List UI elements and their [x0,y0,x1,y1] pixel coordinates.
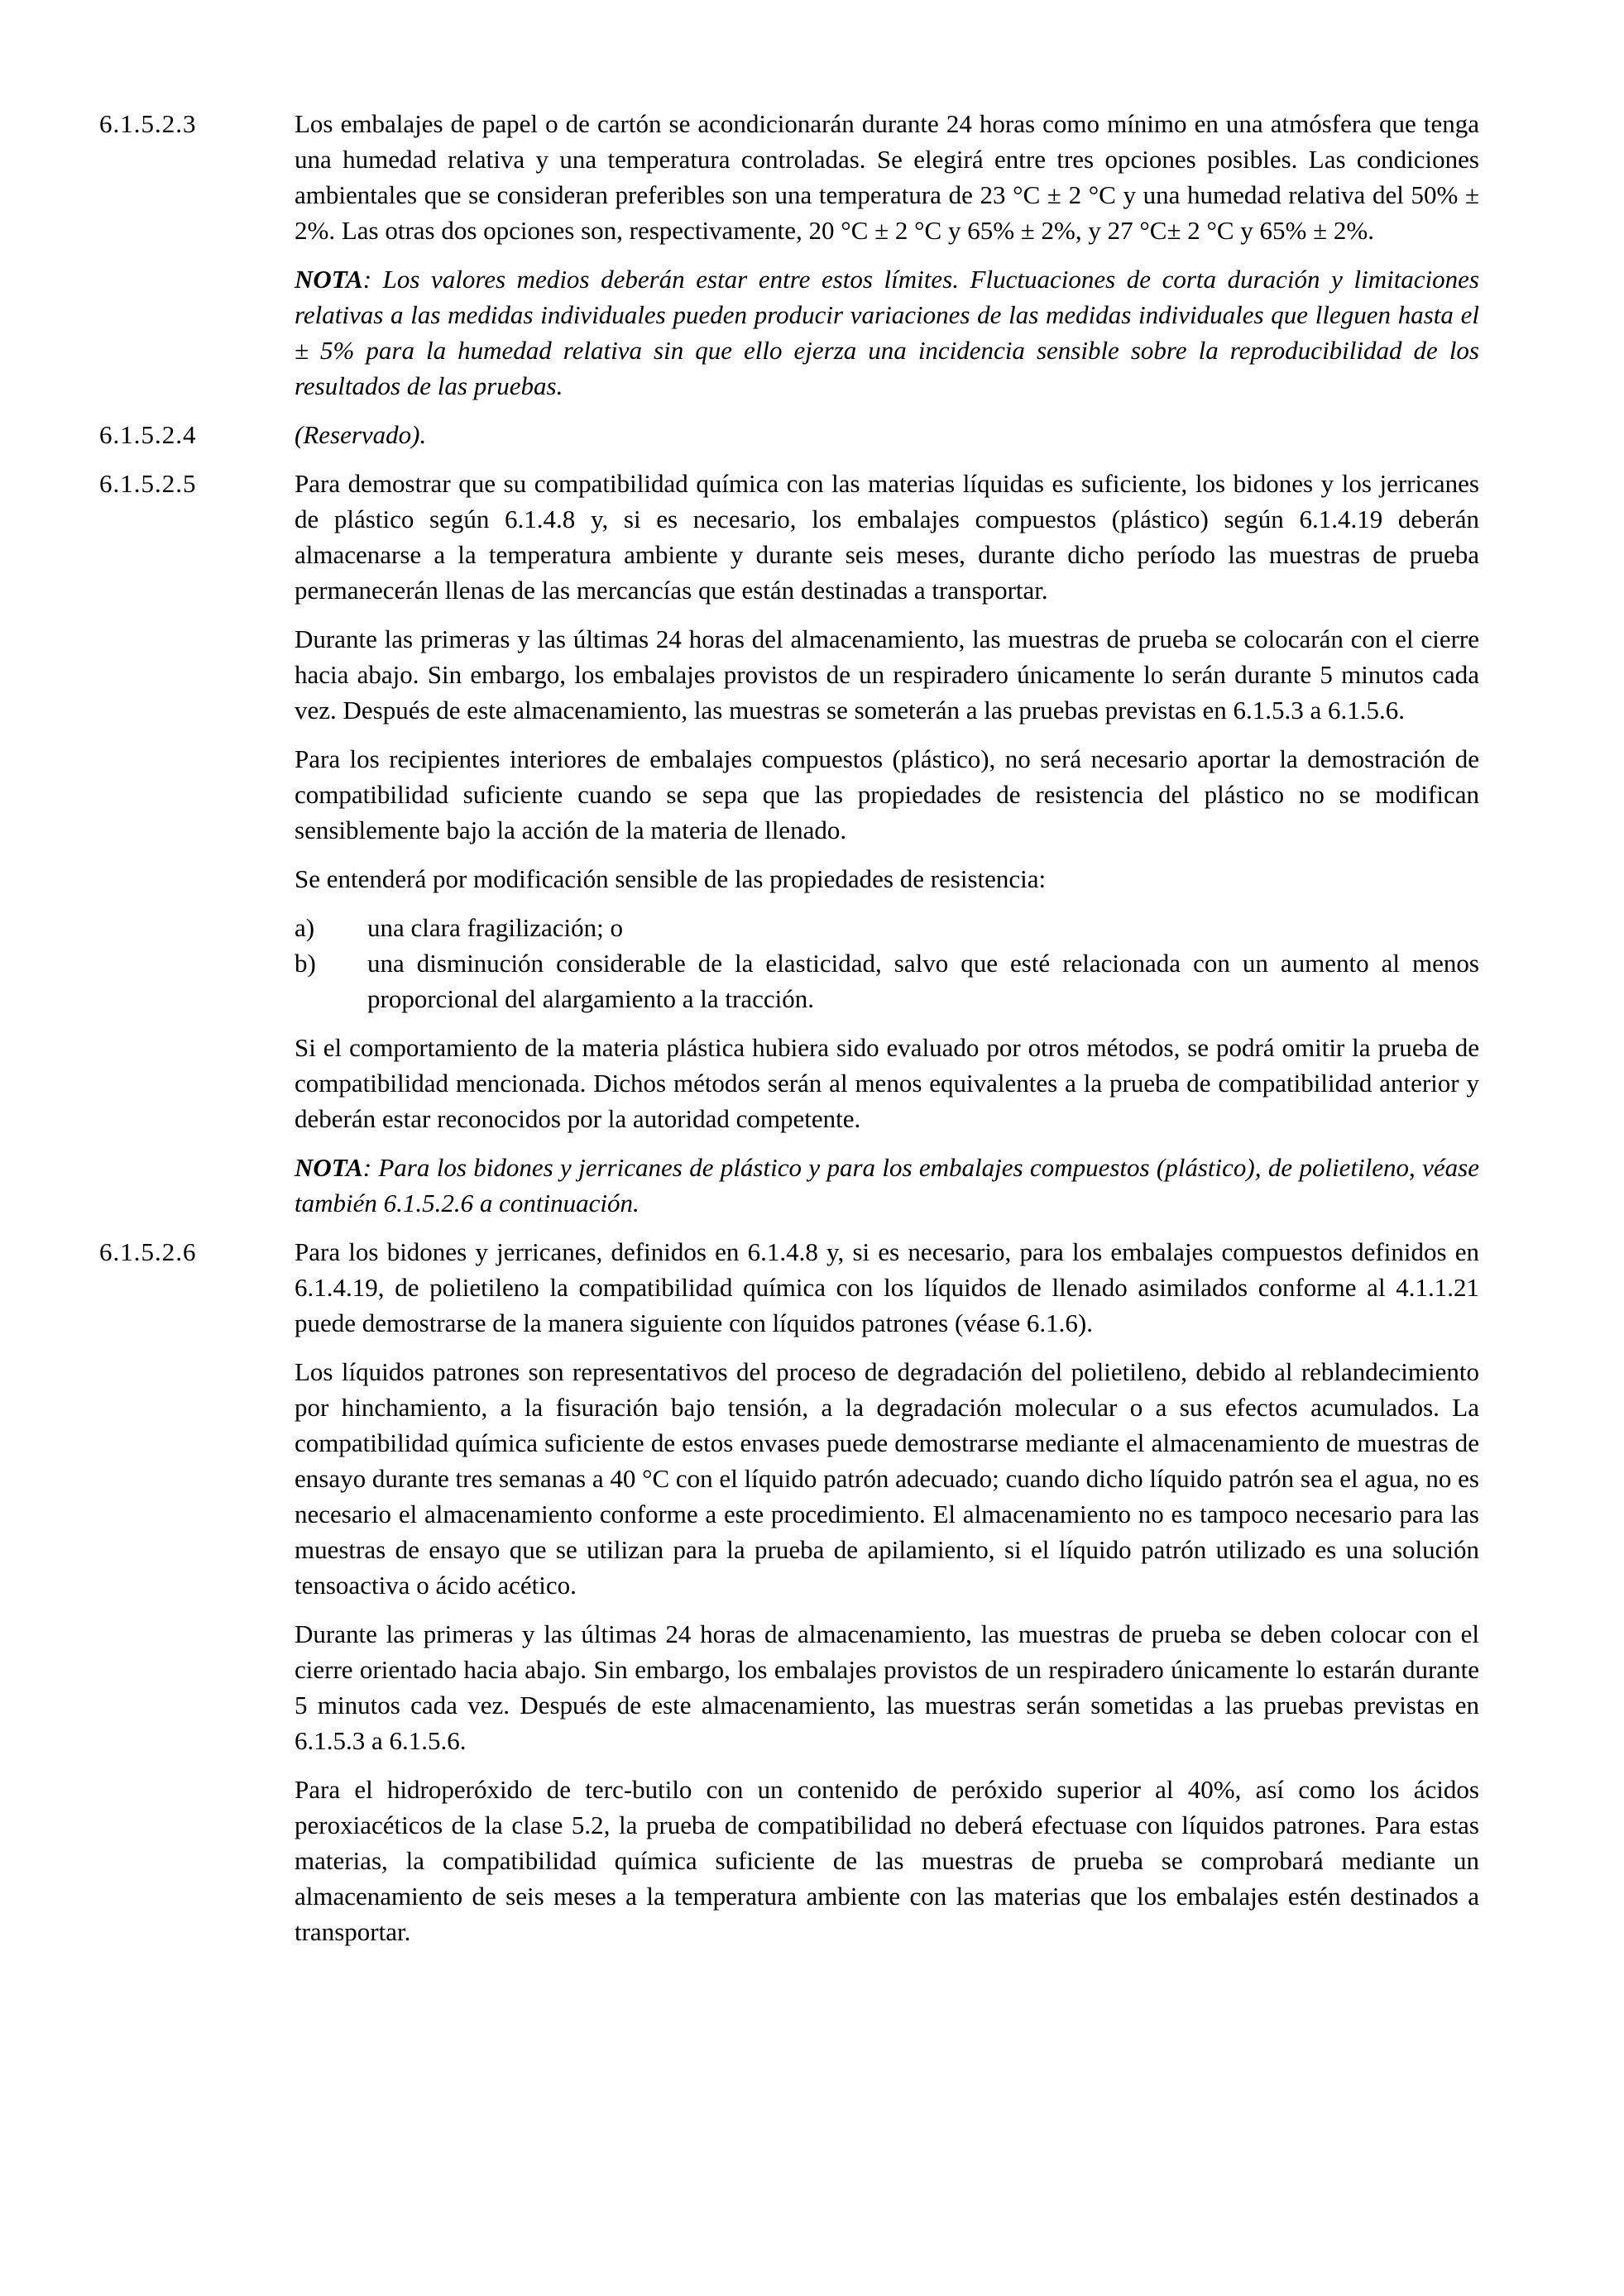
list-text: una clara fragilización; o [367,913,623,942]
section-body [295,417,1479,466]
list-item [295,945,1479,1016]
section-6-1-5-2-3 [99,106,1624,417]
paragraph: Para los bidones y jerricanes, definidos en 6.1.4.8 y, si es necesario, para los embalajes compuestos definidos en 6.1.4.19, de polietileno la compatibilidad química con los líquidos de llenado asimilados conforme al 4.1.1.21 puede demostrarse de la manera siguiente con líquidos patrones (véase 6.1.6). [295,1237,1479,1337]
paragraph: Para demostrar que su compatibilidad química con las materias líquidas es suficiente, los bidones y los jerricanes de plástico según 6.1.4.8 y, si es necesario, los embalajes compuestos (plástico) según 6.1.4.19 deberán almacenarse a la temperatura ambiente y durante seis meses, durante dicho período las muestras de prueba permanecerán llenas de las mercancías que están destinadas a transportar. [295,469,1479,605]
list-item [295,910,1479,945]
section-number: 6.1.5.2.6 [99,1237,197,1266]
section-body [295,466,1479,1234]
reserved-text: (Reservado). [295,420,427,449]
paragraph: Se entenderá por modificación sensible de las propiedades de resistencia: [295,864,1047,893]
paragraph: Los líquidos patrones son representativos del proceso de degradación del polietileno, debido al reblandecimiento por hinchamiento, a la fisuración bajo tensión, a la degradación molecular o a sus efectos acumulados. La compatibilidad química suficiente de estos envases puede demostrarse mediante el almacenamiento de muestras de ensayo durante tres semanas a 40 °C con el líquido patrón adecuado; cuando dicho líquido patrón sea el agua, no es necesario el almacenamiento conforme a este procedimiento. El almacenamiento no es tampoco necesario para las muestras de ensayo que se utilizan para la prueba de apilamiento, si el líquido patrón utilizado es una solución tensoactiva o ácido acético. [295,1357,1479,1600]
list [295,910,1479,1016]
section-number: 6.1.5.2.5 [99,469,197,498]
paragraph: Durante las primeras y las últimas 24 horas del almacenamiento, las muestras de prueba se colocarán con el cierre hacia abajo. Sin embargo, los embalajes provistos de un respiradero únicamente lo serán durante 5 minutos cada vez. Después de este almacenamiento, las muestras se someterán a las pruebas previstas en 6.1.5.3 a 6.1.5.6. [295,624,1479,725]
document-page [0,106,1624,1963]
note [295,1150,1479,1221]
paragraph: Para los recipientes interiores de embalajes compuestos (plástico), no será necesario aportar la demostración de compatibilidad suficiente cuando se sepa que las propiedades de resistencia del plástico no se modifican sensiblemente bajo la acción de la materia de llenado. [295,744,1479,844]
paragraph: Si el comportamiento de la materia plástica hubiera sido evaluado por otros métodos, se podrá omitir la prueba de compatibilidad mencionada. Dichos métodos serán al menos equivalentes a la prueba de compatibilidad anterior y deberán estar reconocidos por la autoridad competente. [295,1033,1479,1133]
section-6-1-5-2-4 [99,417,1624,466]
note-label: NOTA [295,265,363,294]
list-marker: b) [295,949,316,978]
note-text: : Los valores medios deberán estar entre estos límites. Fluctuaciones de corta duración y limitaciones relativas a las medidas individuales pueden producir variaciones de las medidas individuales que lleguen hasta el ± 5% para la humedad relativa sin que ello ejerza una incidencia sensible sobre la reproducibilidad de los resultados de las pruebas. [295,265,1479,400]
section-number: 6.1.5.2.3 [99,109,197,138]
section-6-1-5-2-5 [99,466,1624,1234]
section-body [295,1234,1479,1963]
section-body [295,106,1479,417]
section-6-1-5-2-6 [99,1234,1624,1963]
note-text: : Para los bidones y jerricanes de plástico y para los embalajes compuestos (plástico), de polietileno, véase también 6.1.5.2.6 a continuación. [295,1153,1479,1217]
paragraph: Los embalajes de papel o de cartón se acondicionarán durante 24 horas como mínimo en una atmósfera que tenga una humedad relativa y una temperatura controladas. Se elegirá entre tres opciones posibles. Las condiciones ambientales que se consideran preferibles son una temperatura de 23 °C ± 2 °C y una humedad relativa del 50% ± 2%. Las otras dos opciones son, respectivamente, 20 °C ± 2 °C y 65% ± 2%, y 27 °C± 2 °C y 65% ± 2%. [295,109,1479,245]
note-label: NOTA [295,1153,363,1182]
section-number: 6.1.5.2.4 [99,420,197,449]
paragraph: Para el hidroperóxido de terc-butilo con un contenido de peróxido superior al 40%, así como los ácidos peroxiacéticos de la clase 5.2, la prueba de compatibilidad no deberá efectuase con líquidos patrones. Para estas materias, la compatibilidad química suficiente de las muestras de prueba se comprobará mediante un almacenamiento de seis meses a la temperatura ambiente con las materias que los embalajes estén destinados a transportar. [295,1775,1479,1946]
note [295,261,1479,404]
list-text: una disminución considerable de la elasticidad, salvo que esté relacionada con un aumento al menos proporcional del alargamiento a la tracción. [367,949,1479,1013]
paragraph: Durante las primeras y las últimas 24 horas de almacenamiento, las muestras de prueba se deben colocar con el cierre orientado hacia abajo. Sin embargo, los embalajes provistos de un respiradero únicamente lo estarán durante 5 minutos cada vez. Después de este almacenamiento, las muestras serán sometidas a las pruebas previstas en 6.1.5.3 a 6.1.5.6. [295,1619,1479,1755]
list-marker: a) [295,913,315,942]
